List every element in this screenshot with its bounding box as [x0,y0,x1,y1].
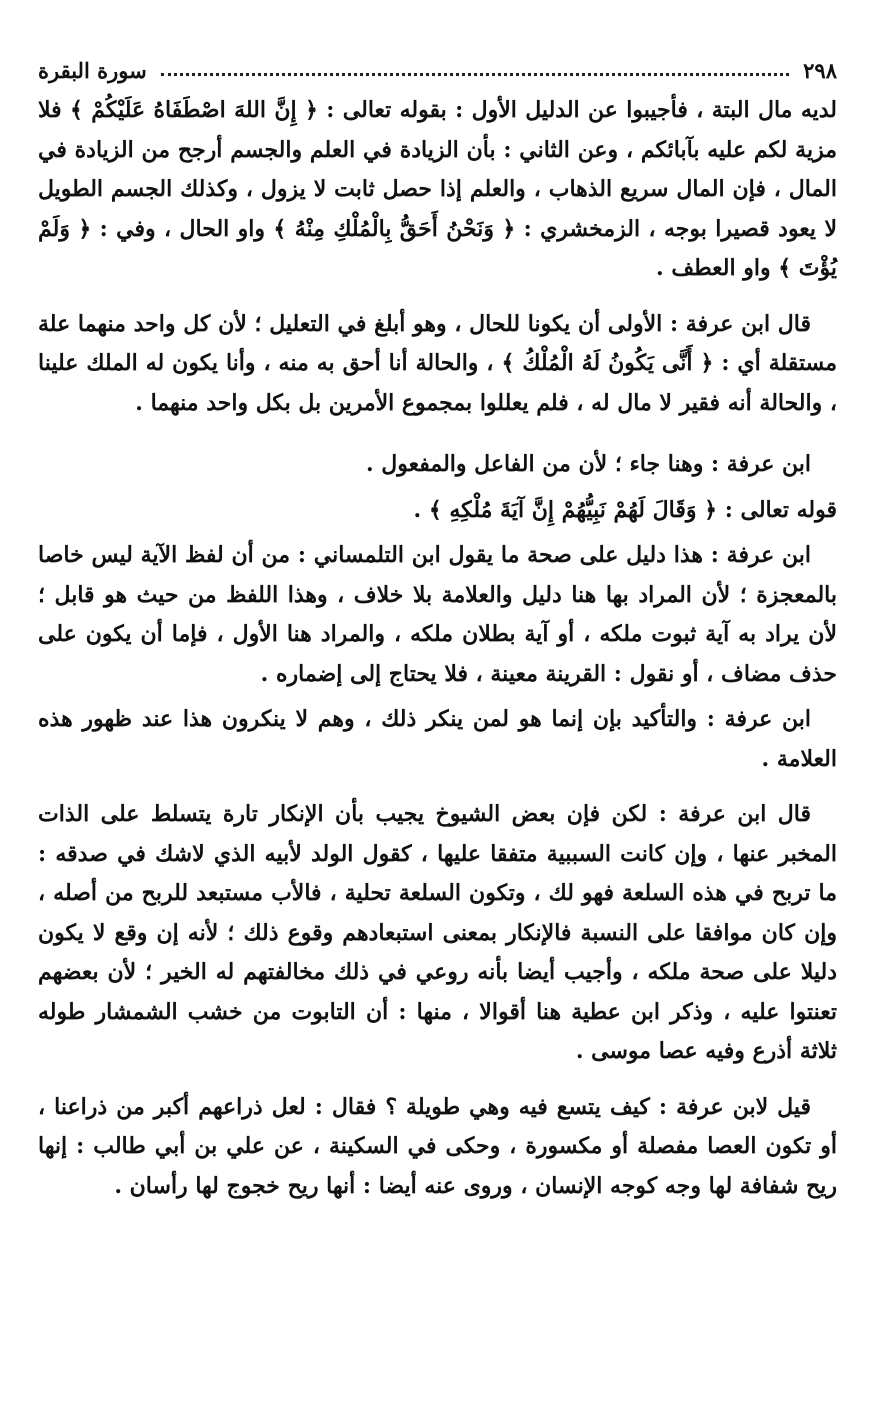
paragraph: قيل لابن عرفة : كيف يتسع فيه وهي طويلة ؟ فقال : لعل ذراعهم أكبر من ذراعنا ، أو تكون العصا مفصلة أو مكسورة ، وحكى في السكينة ، عن علي بن أبي طالب : إنها ريح شفافة لها وجه كوجه الإنسان ، وروى عنه أيضا : أنها ريح خجوج لها رأسان . [38,1093,837,1199]
book-page [0,53,873,1416]
paragraph: ابن عرفة : وهنا جاء ؛ لأن من الفاعل والمفعول . [365,451,811,477]
paragraph: لديه مال البتة ، فأجيبوا عن الدليل الأول : بقوله تعالى : ﴿ إِنَّ اللهَ اصْطَفَاهُ عَلَيْكُمْ ﴾ فلا مزية لكم عليه بآبائكم ، وعن الثاني : بأن الزيادة في العلم والجسم أرجح من الزيادة في المال ، فإن المال سريع الذهاب ، والعلم إذا حصل ثابت لا يزول ، وكذلك الجسم الطويل لا يعود قصيرا بوجه ، الزمخشري : ﴿ وَنَحْنُ أَحَقُّ بِالْمُلْكِ مِنْهُ ﴾ واو الحال ، وفي : ﴿ وَلَمْ يُؤْتَ ﴾ واو العطف . [38,97,837,281]
page-number: ٢٩٨ [803,57,837,83]
paragraph: قال ابن عرفة : الأولى أن يكونا للحال ، وهو أبلغ في التعليل ؛ لأن كل واحد منهما علة مستقلة أي : ﴿ أَنَّى يَكُونُ لَهُ الْمُلْكُ ﴾ ، والحالة أنا أحق به منه ، وأنا يكون له الملك علينا ، والحالة أنه فقير لا مال له ، فلم يعللوا بمجموع الأمرين بل بكل واحد منهما . [38,310,837,416]
paragraph: ابن عرفة : هذا دليل على صحة ما يقول ابن التلمساني : من أن لفظ الآية ليس خاصا بالمعجزة ؛ لأن المراد بها هنا دليل والعلامة بلا خلاف ، وهذا اللفظ من حيث هو قابل ؛ لأن يراد به آية ثبوت ملكه ، أو آية بطلان ملكه ، والمراد هنا الأول ، فإما أن يكون على حذف مضاف ، أو نقول : القرينة معينة ، فلا يحتاج إلى إضماره . [38,542,837,687]
dotted-leader [161,73,789,76]
paragraph: قوله تعالى : ﴿ وَقَالَ لَهُمْ نَبِيُّهُمْ إِنَّ آيَةَ مُلْكِهِ ﴾ . [413,496,837,523]
paragraph: قال ابن عرفة : لكن فإن بعض الشيوخ يجيب بأن الإنكار تارة يتسلط على الذات المخبر عنها ، وإن كانت السببية متفقا عليها ، كقول الولد لأبيه الذي لاشك في صدقه : ما تربح في هذه السلعة فهو لك ، وتكون السلعة تحلية ، فالأب مستبعد للربح من أصله ، وإن كان موافقا على النسبة فالإنكار بمعنى استبعادهم وقوع ذلك ؛ لأنه إن وقع لا يكون دليلا على صحة ملكه ، وأجيب أيضا بأنه روعي في ذلك مخالفتهم له الخير ؛ لأن بعضهم تعنتوا عليه ، وذكر ابن عطية هنا أقوالا ، منها : أن التابوت من خشب الشمشار طوله ثلاثة أذرع وفيه عصا موسى . [38,801,837,1064]
page-body [38,91,837,1206]
surah-title: سورة البقرة [38,57,147,83]
page-header [38,53,837,87]
paragraph: ابن عرفة : والتأكيد بإن إنما هو لمن ينكر ذلك ، وهم لا ينكرون هذا عند ظهور هذه العلامة . [38,706,837,772]
